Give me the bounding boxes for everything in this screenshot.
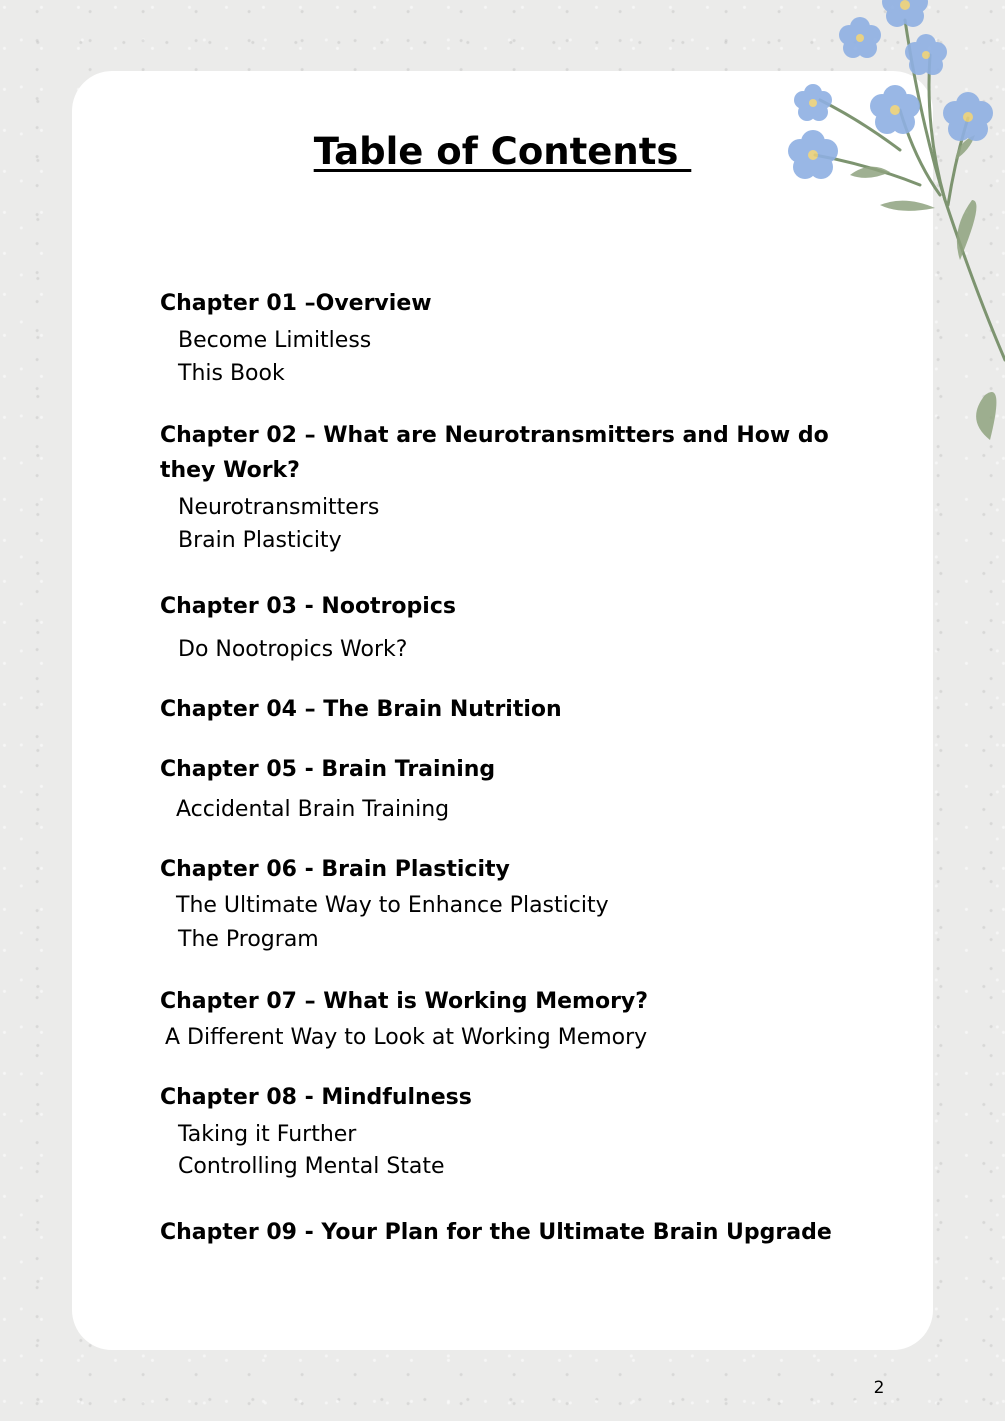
toc-chapter-05[interactable]: Chapter 05 - Brain Training [160,757,496,782]
toc-chapter-04[interactable]: Chapter 04 – The Brain Nutrition [160,697,562,722]
toc-chapter-06[interactable]: Chapter 06 - Brain Plasticity [160,857,510,882]
page-title: Table of Contents [313,130,692,173]
toc-section-taking-it-further[interactable]: Taking it Further [178,1122,357,1147]
toc-section-this-book[interactable]: This Book [178,361,285,386]
toc-section-become-limitless[interactable]: Become Limitless [178,328,372,353]
toc-section-accidental-brain-training[interactable]: Accidental Brain Training [176,797,450,822]
toc-chapter-03[interactable]: Chapter 03 - Nootropics [160,594,456,619]
toc-chapter-09[interactable]: Chapter 09 - Your Plan for the Ultimate Brain Upgrade [160,1220,832,1245]
toc-section-ultimate-way[interactable]: The Ultimate Way to Enhance Plasticity [176,893,609,918]
toc-section-different-way[interactable]: A Different Way to Look at Working Memory [165,1025,648,1050]
toc-chapter-07[interactable]: Chapter 07 – What is Working Memory? [160,989,649,1014]
toc-chapter-01[interactable]: Chapter 01 –Overview [160,291,432,316]
toc-section-the-program[interactable]: The Program [178,927,319,952]
toc-section-brain-plasticity[interactable]: Brain Plasticity [178,528,342,553]
toc-chapter-02-continued[interactable]: they Work? [160,458,300,483]
toc-chapter-02[interactable]: Chapter 02 – What are Neurotransmitters and How do [160,423,829,448]
page-number: 2 [873,1378,885,1398]
toc-section-neurotransmitters[interactable]: Neurotransmitters [178,495,380,520]
toc-section-do-nootropics-work[interactable]: Do Nootropics Work? [178,637,408,662]
toc-section-controlling-mental-state[interactable]: Controlling Mental State [178,1154,445,1179]
toc-chapter-08[interactable]: Chapter 08 - Mindfulness [160,1085,472,1110]
